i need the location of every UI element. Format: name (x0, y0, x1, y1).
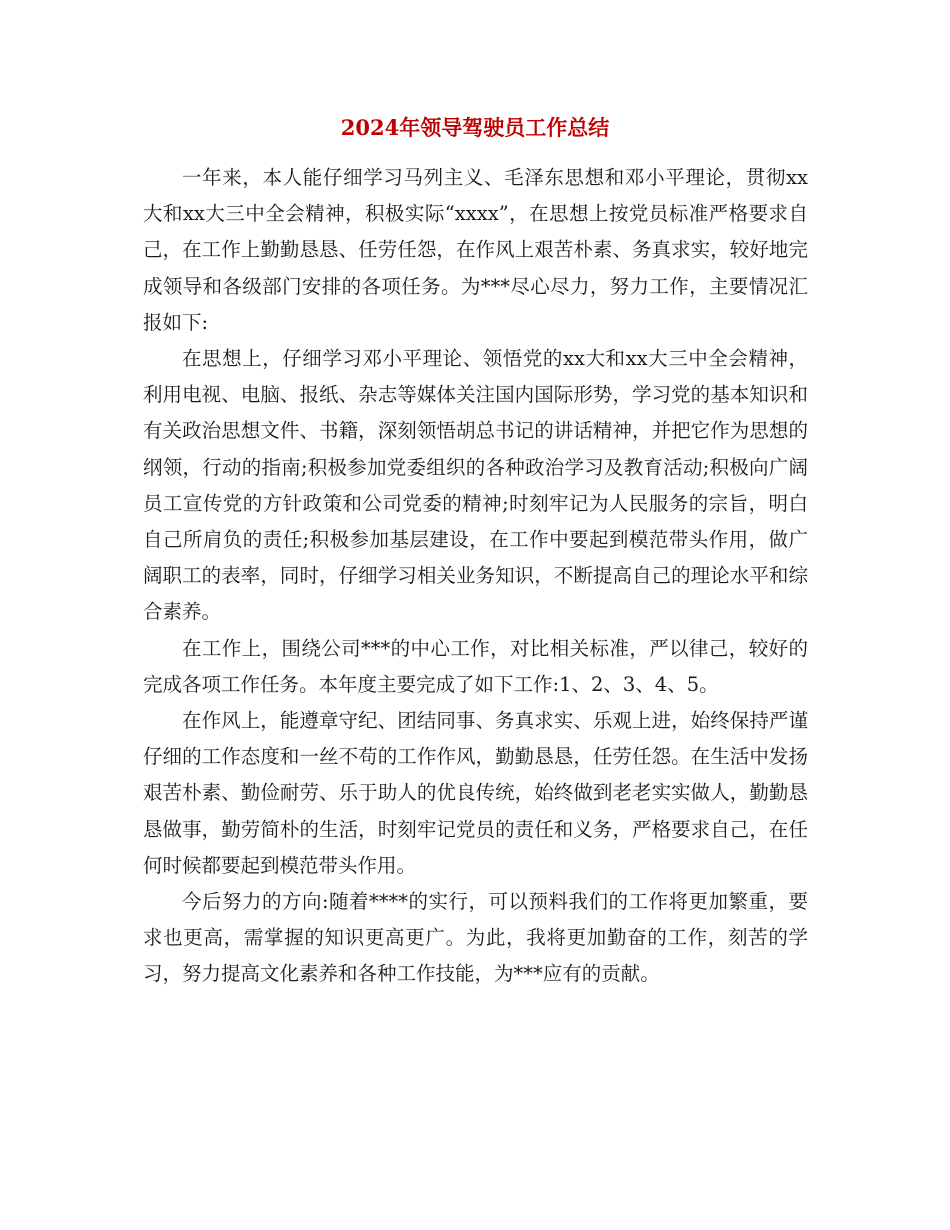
document-body (143, 160, 808, 993)
paragraph-style: 在作风上，能遵章守纪、团结同事、务真求实、乐观上进，始终保持严谨仔细的工作态度和一丝不苟的工作作风，勤勤恳恳，任劳任怨。在生活中发扬艰苦朴素、勤俭耐劳、乐于助人的优良传统，始终做到老老实实做人，勤勤恳恳做事，勤劳简朴的生活，时刻牢记党员的责任和义务，严格要求自己，在任何时候都要起到模范带头作用。 (143, 709, 808, 877)
document-title: 2024年领导驾驶员工作总结 (340, 115, 610, 140)
paragraph-future: 今后努力的方向:随着****的实行，可以预料我们的工作将更加繁重，要求也更高，需掌握的知识更高更广。为此，我将更加勤奋的工作，刻苦的学习，努力提高文化素养和各种工作技能，为***应有的贡献。 (143, 890, 808, 986)
paragraph-work: 在工作上，围绕公司***的中心工作，对比相关标准，严以律己，较好的完成各项工作任务。本年度主要完成了如下工作:1、2、3、4、5。 (143, 636, 808, 696)
paragraph-intro: 一年来，本人能仔细学习马列主义、毛泽东思想和邓小平理论，贯彻xx大和xx大三中全会精神，积极实际“xxxx”，在思想上按党员标准严格要求自己，在工作上勤勤恳恳、任劳任怨，在作风上艰苦朴素、务真求实，较好地完成领导和各级部门安排的各项任务。为***尽心尽力，努力工作，主要情况汇报如下: (143, 166, 808, 334)
paragraph-thought: 在思想上，仔细学习邓小平理论、领悟党的xx大和xx大三中全会精神，利用电视、电脑、报纸、杂志等媒体关注国内国际形势，学习党的基本知识和有关政治思想文件、书籍，深刻领悟胡总书记的讲话精神，并把它作为思想的纲领，行动的指南;积极参加党委组织的各种政治学习及教育活动;积极向广阔员工宣传党的方针政策和公司党委的精神;时刻牢记为人民服务的宗旨，明白自己所肩负的责任;积极参加基层建设，在工作中要起到模范带头作用，做广阔职工的表率，同时，仔细学习相关业务知识，不断提高自己的理论水平和综合素养。 (143, 347, 808, 624)
